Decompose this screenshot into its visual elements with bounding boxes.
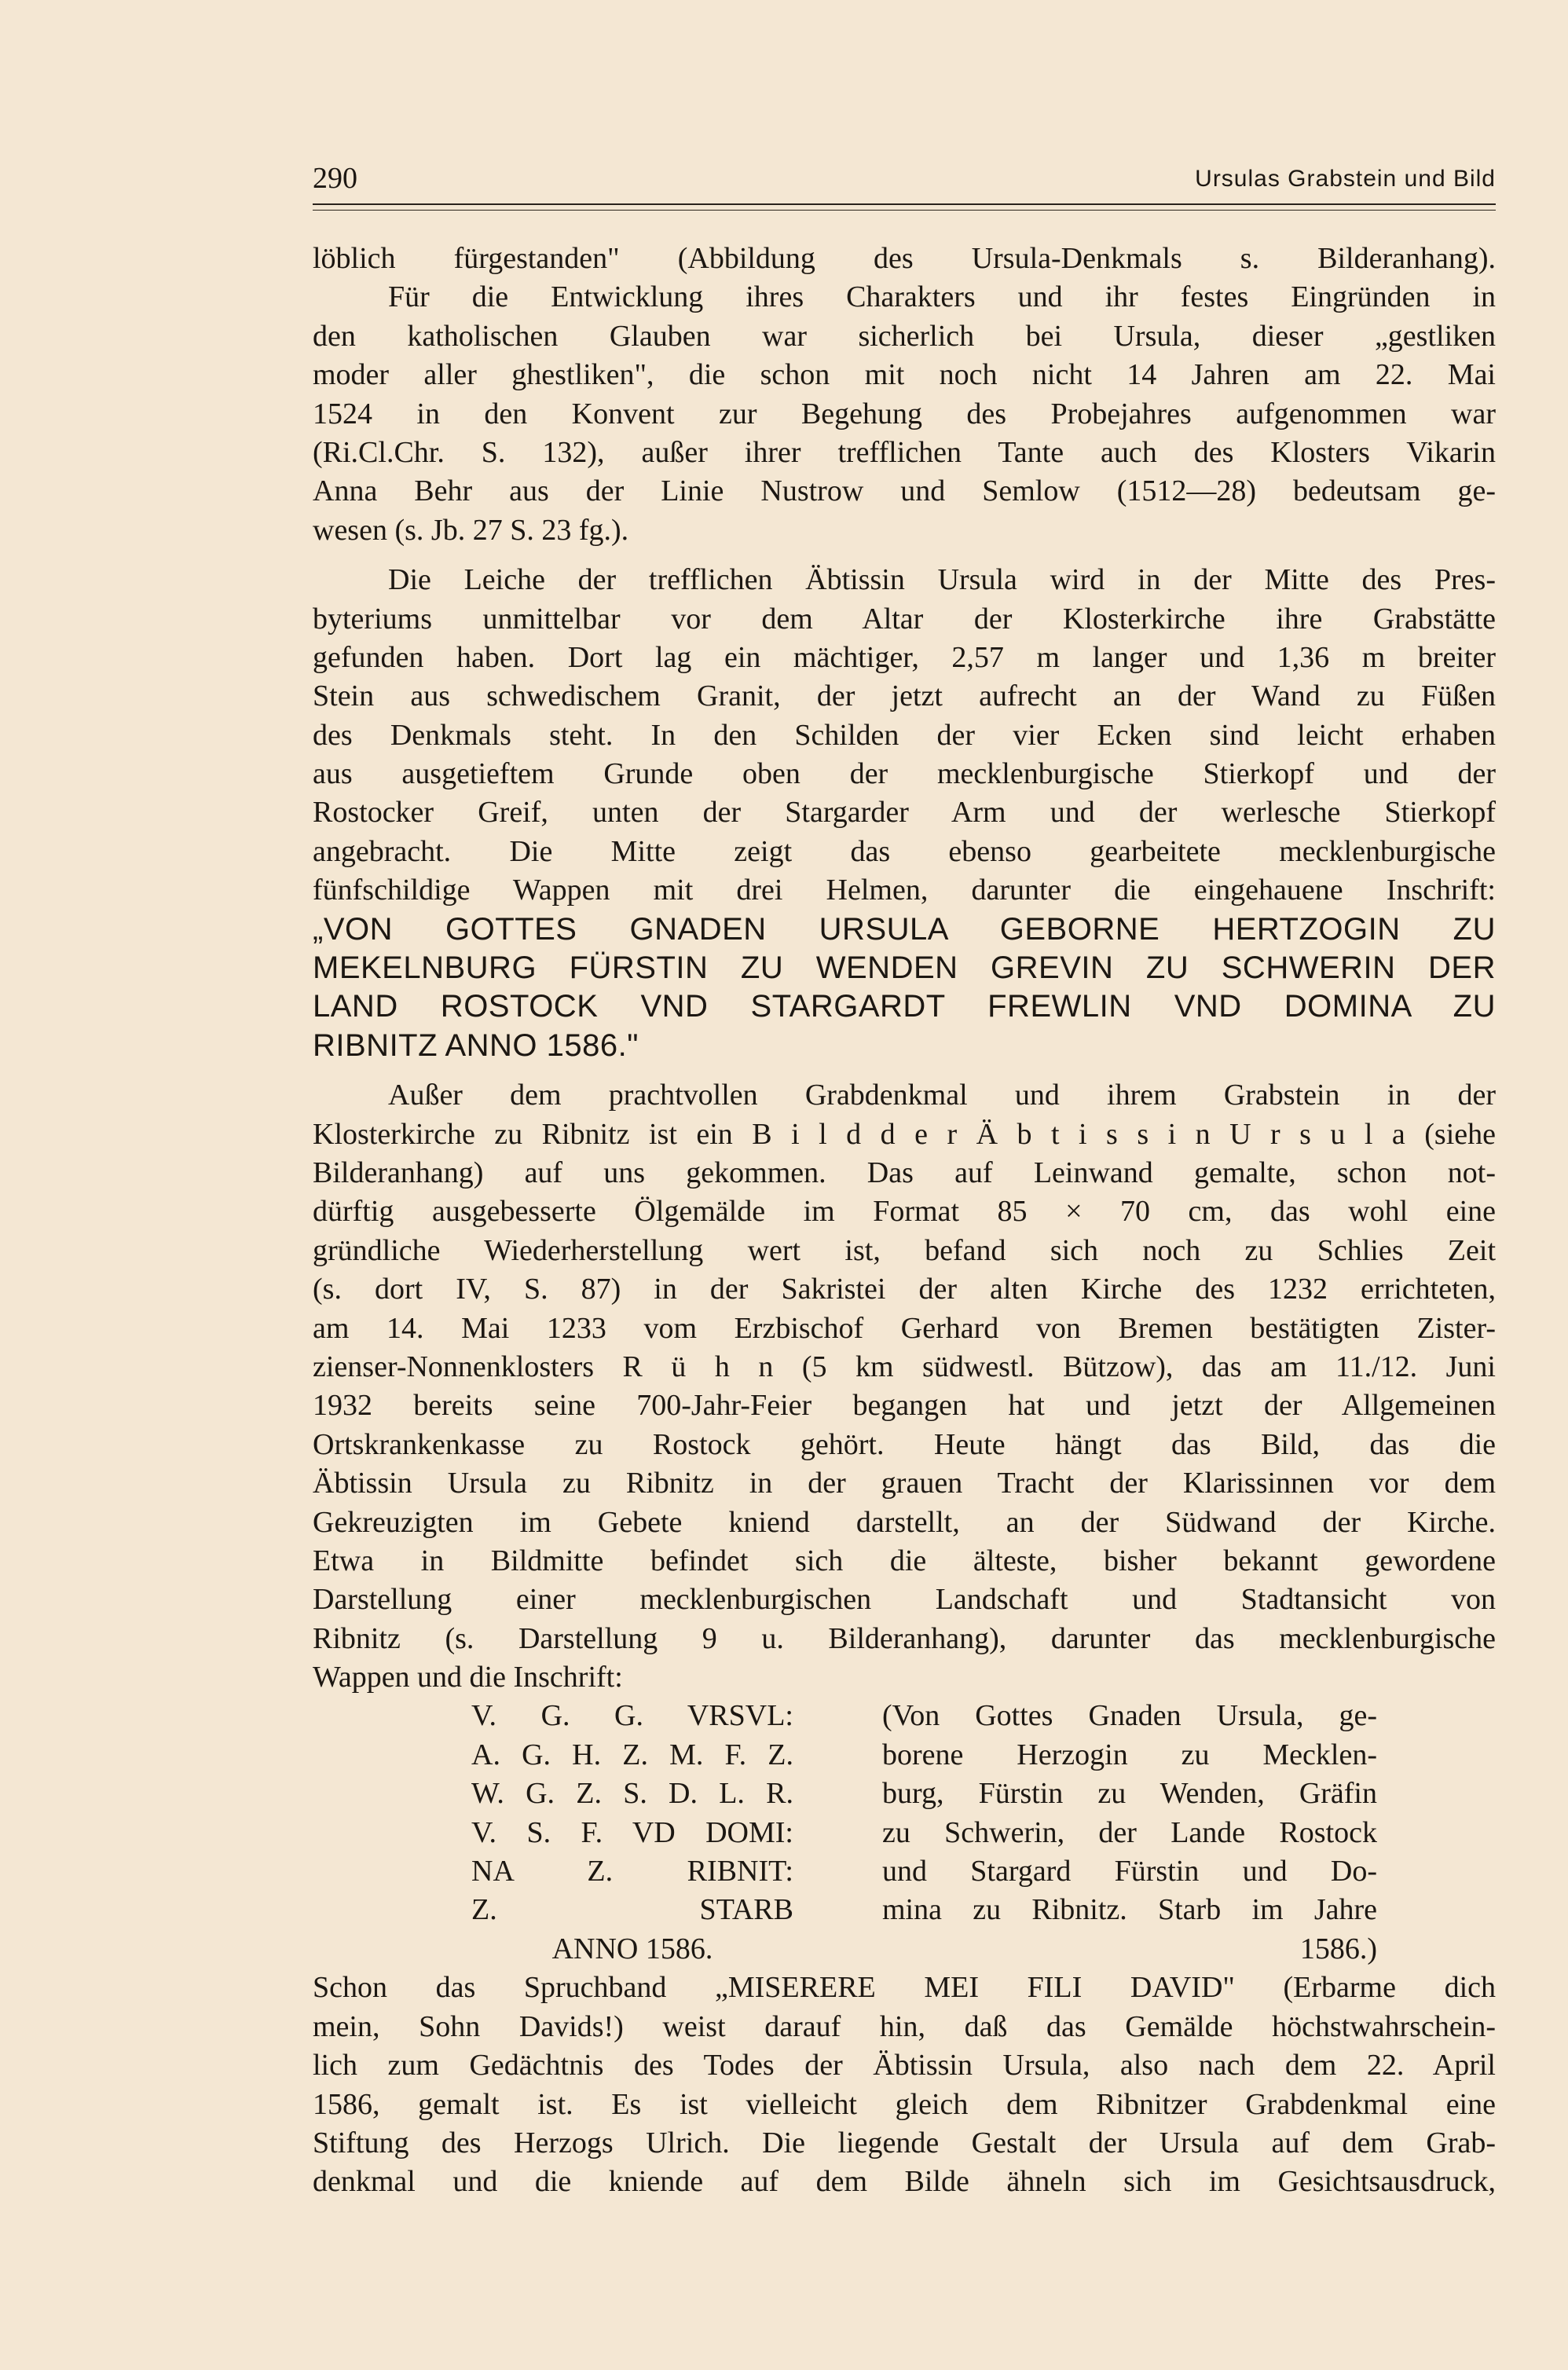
- painting-inscription-block: [313, 1697, 1496, 1969]
- text-line: Die Leiche der trefflichen Äbtissin Ursula wird in der Mitte des Pres-: [388, 563, 1496, 597]
- text-line: löblich fürgestanden" (Abbildung des Ursula-Denkmals s. Bilderanhang).: [313, 242, 1496, 275]
- text-line: mein, Sohn Davids!) weist darauf hin, daß das Gemälde höchstwahrschein-: [313, 2009, 1496, 2043]
- text-line: byteriums unmittelbar vor dem Altar der Klosterkirche ihre Grabstätte: [313, 602, 1496, 636]
- translation-line: mina zu Ribnitz. Starb im Jahre: [882, 1893, 1377, 1927]
- text-line: Ribnitz (s. Darstellung 9 u. Bilderanhang), darunter das mecklenburgische: [313, 1621, 1496, 1655]
- body-text: [313, 240, 1496, 2202]
- page-number: 290: [313, 162, 357, 195]
- translation-line: borene Herzogin zu Mecklen-: [882, 1738, 1377, 1771]
- text-line: angebracht. Die Mitte zeigt das ebenso gearbeitete mecklenburgische: [313, 834, 1496, 868]
- inscription-line: RIBNITZ ANNO 1586.": [313, 1027, 639, 1063]
- paragraph-4: [313, 1969, 1496, 2201]
- text-line: fünfschildige Wappen mit drei Helmen, darunter die eingehauene Inschrift:: [313, 874, 1496, 907]
- text-line: Für die Entwicklung ihres Charakters und ihr festes Eingründen in: [388, 280, 1496, 314]
- inscription-line: ANNO 1586.: [551, 1932, 713, 1965]
- inscription-line: V. G. G. VRSVL:: [471, 1699, 793, 1733]
- translation-line: burg, Fürstin zu Wenden, Gräfin: [882, 1777, 1377, 1811]
- text-line: wesen (s. Jb. 27 S. 23 fg.).: [313, 513, 629, 547]
- text-line: Gekreuzigten im Gebete kniend darstellt, an der Südwand der Kirche.: [313, 1505, 1496, 1539]
- text-line: dürftig ausgebesserte Ölgemälde im Format 85 × 70 cm, das wohl eine: [313, 1195, 1496, 1229]
- text-line: Ortskrankenkasse zu Rostock gehört. Heute hängt das Bild, das die: [313, 1427, 1496, 1461]
- inscription-line: LAND ROSTOCK VND STARGARDT FREWLIN VND DOMINA ZU: [313, 989, 1496, 1024]
- text-line: gründliche Wiederherstellung wert ist, befand sich noch zu Schlies Zeit: [313, 1233, 1496, 1267]
- text-line: Rostocker Greif, unten der Stargarder Arm und der werlesche Stierkopf: [313, 796, 1496, 830]
- text-line: gefunden haben. Dort lag ein mächtiger, 2,57 m langer und 1,36 m breiter: [313, 640, 1496, 674]
- translation-line: (Von Gottes Gnaden Ursula, ge-: [882, 1699, 1377, 1733]
- inscription-line: V. S. F. VD DOMI:: [471, 1815, 793, 1849]
- translation-line: 1586.): [1299, 1932, 1377, 1965]
- paragraph-2: [313, 561, 1496, 910]
- text-line: 1586, gemalt ist. Es ist vielleicht gleich dem Ribnitzer Grabdenkmal eine: [313, 2087, 1496, 2121]
- inscription-line: NA Z. RIBNIT:: [471, 1855, 793, 1888]
- text-line: Äbtissin Ursula zu Ribnitz in der grauen Tracht der Klarissinnen vor dem: [313, 1467, 1496, 1500]
- text-line: des Denkmals steht. In den Schilden der vier Ecken sind leicht erhaben: [313, 718, 1496, 752]
- text-line: 1524 in den Konvent zur Begehung des Probejahres aufgenommen war: [313, 397, 1496, 430]
- gravestone-inscription: [313, 910, 1496, 1066]
- inscription-translation: [882, 1697, 1377, 1969]
- text-line: Bilderanhang) auf uns gekommen. Das auf Leinwand gemalte, schon not-: [313, 1156, 1496, 1189]
- inscription-line: „VON GOTTES GNADEN URSULA GEBORNE HERTZOGIN ZU: [313, 911, 1496, 947]
- page-header: [313, 161, 1496, 208]
- translation-line: zu Schwerin, der Lande Rostock: [882, 1815, 1377, 1849]
- text-line: Schon das Spruchband „MISERERE MEI FILI DAVID" (Erbarme dich: [313, 1971, 1496, 2005]
- text-line: (Ri.Cl.Chr. S. 132), außer ihrer trefflichen Tante auch des Klosters Vikarin: [313, 435, 1496, 469]
- text-line: denkmal und die kniende auf dem Bilde ähneln sich im Gesichtsausdruck,: [313, 2165, 1496, 2199]
- text-line: Stein aus schwedischem Granit, der jetzt aufrecht an der Wand zu Füßen: [313, 679, 1496, 713]
- text-line: Darstellung einer mecklenburgischen Landschaft und Stadtansicht von: [313, 1583, 1496, 1617]
- text-line: moder aller ghestliken", die schon mit noch nicht 14 Jahren am 22. Mai: [313, 358, 1496, 392]
- text-line: zienser-Nonnenklosters R ü h n (5 km südwestl. Bützow), das am 11./12. Juni: [313, 1350, 1496, 1383]
- text-line: den katholischen Glauben war sicherlich bei Ursula, dieser „gestliken: [313, 319, 1496, 353]
- paragraph-1: [313, 240, 1496, 550]
- text-line: am 14. Mai 1233 vom Erzbischof Gerhard von Bremen bestätigten Zister-: [313, 1311, 1496, 1345]
- header-rule-thin: [313, 210, 1496, 211]
- text-line: (s. dort IV, S. 87) in der Sakristei der alten Kirche des 1232 errichteten,: [313, 1273, 1496, 1306]
- text-line: Klosterkirche zu Ribnitz ist ein B i l d d e r Ä b t i s s i n U r s u l a (siehe: [313, 1117, 1496, 1151]
- text-line: Stiftung des Herzogs Ulrich. Die liegende Gestalt der Ursula auf dem Grab-: [313, 2126, 1496, 2160]
- text-line: Etwa in Bildmitte befindet sich die älteste, bisher bekannt gewordene: [313, 1544, 1496, 1577]
- painting-inscription: [471, 1697, 793, 1969]
- text-line: 1932 bereits seine 700-Jahr-Feier begangen hat und jetzt der Allgemeinen: [313, 1389, 1496, 1423]
- text-line: Außer dem prachtvollen Grabdenkmal und ihrem Grabstein in der: [388, 1079, 1496, 1112]
- text-line: lich zum Gedächtnis des Todes der Äbtissin Ursula, also nach dem 22. April: [313, 2049, 1496, 2082]
- running-head: Ursulas Grabstein und Bild: [1195, 166, 1496, 192]
- text-line: Anna Behr aus der Linie Nustrow und Semlow (1512—28) bedeutsam ge-: [313, 474, 1496, 508]
- inscription-line: W. G. Z. S. D. L. R.: [471, 1777, 793, 1811]
- inscription-line: Z. STARB: [471, 1893, 793, 1927]
- inscription-line: A. G. H. Z. M. F. Z.: [471, 1738, 793, 1771]
- translation-line: und Stargard Fürstin und Do-: [882, 1855, 1377, 1888]
- text-line: Wappen und die Inschrift:: [313, 1661, 623, 1694]
- paragraph-3: [313, 1076, 1496, 1697]
- inscription-line: MEKELNBURG FÜRSTIN ZU WENDEN GREVIN ZU SCHWERIN DER: [313, 951, 1496, 986]
- text-line: aus ausgetieftem Grunde oben der mecklenburgische Stierkopf und der: [313, 757, 1496, 791]
- header-rule: [313, 203, 1496, 205]
